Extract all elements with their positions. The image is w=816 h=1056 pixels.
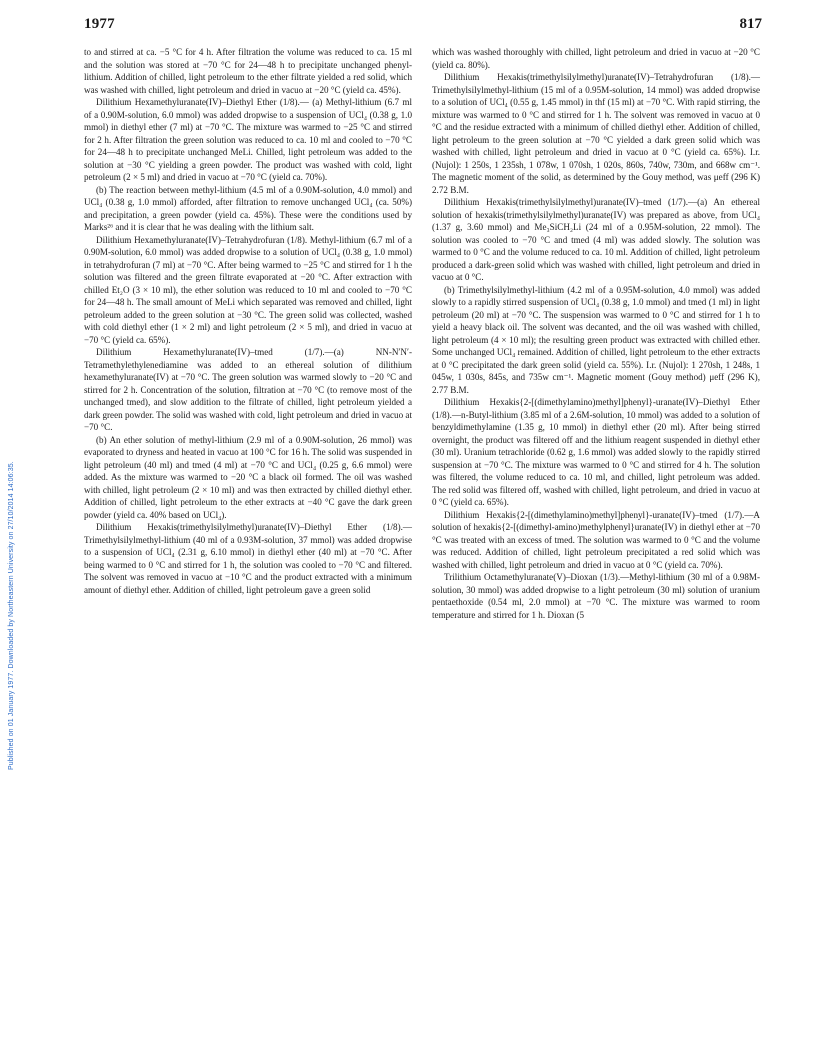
paragraph: Dilithium Hexakis(trimethylsilylmethyl)uranate(IV)–tmed (1/7).—(a) An ethereal solution of hexakis(trimethylsilylmethyl)uranate(IV) was prepared as above, from UCl₄ (1.37 g, 3.60 mmol) and Me₃SiCH₂Li (24 ml of a 0.95M-solution, 22 mmol). The solution was cooled to −70 °C and tmed (4 ml) was added slowly. The solution was warmed to 0 °C and the volume reduced to ca. 10 ml. Addition of chilled, light petroleum produced a dark-green solid which was washed with chilled, light petroleum and dried in vacuo at 0 °C. xyxy=(432,197,760,282)
page-header xyxy=(0,16,816,40)
paragraph: Dilithium Hexakis{2-[(dimethylamino)methyl]phenyl}-uranate(IV)–tmed (1/7).—A solution of hexakis{2-[(dimethyl-amino)methylphenyl}uranate(IV) in diethyl ether at −70 °C was treated with an excess of tmed. The solution was warmed to 0 °C and the volume was reduced. Addition of chilled, light petroleum precipitated a red solid which was washed with chilled, light petroleum and dried in vacuo at 0 °C (yield ca. 70%). xyxy=(432,509,760,570)
journal-year: 1977 xyxy=(84,16,115,32)
paragraph: (b) The reaction between methyl-lithium (4.5 ml of a 0.90M-solution, 4.0 mmol) and UCl₄ (0.38 g, 1.0 mmol) afforded, after filtration to remove unchanged UCl₄ (ca. 50%) and precipitation, a green powder (yield ca. 45%). These were the conditions used by Marks²⁶ and it is clear that he was dealing with the lithium salt. xyxy=(84,184,412,232)
paragraph: Dilithium Hexakis(trimethylsilylmethyl)uranate(IV)–Tetrahydrofuran (1/8).—Trimethylsilylmethyl-lithium (15 ml of a 0.95M-solution, 14 mmol) was added dropwise to a solution of UCl₄ (0.55 g, 1.45 mmol) in thf (15 ml) at −70 °C. With rapid stirring, the mixture was warmed to 0 °C and stirred for 1 h. The solvent was removed in vacuo at 0 °C and the residue extracted with a minimum of chilled diethyl ether. Addition of chilled, light petroleum to the green solution at −70 °C yielded a dark green solid which was washed with chilled, light petroleum and dried in vacuo at 0 °C (yield ca. 65%). I.r. (Nujol): 1 250s, 1 235sh, 1 078w, 1 070sh, 1 020s, 860s, 740w, 730m, and 668w cm⁻¹. The magnetic moment of the solid, as determined by the Gouy method, was μeff (296 K) 2.72 B.M. xyxy=(432,72,760,195)
download-watermark xyxy=(8,250,22,770)
paragraph: (b) Trimethylsilylmethyl-lithium (4.2 ml of a 0.95M-solution, 4.0 mmol) was added slowly to a rapidly stirred suspension of UCl₄ (0.38 g, 1.0 mmol) and tmed (1 ml) in light petroleum (20 ml) at −70 °C. The suspension was warmed to 0 °C and stirred for 1 h to yield a heavy black oil. The solvent was decanted, and the oil was washed with chilled, light petroleum (4 × 10 ml); the resulting green product was extracted with chilled ether. Some unchanged UCl₄ remained. Addition of chilled, light petroleum to the ether extracts at 0 °C precipitated the dark green solid (yield ca. 55%). I.r. (Nujol): 1 270sh, 1 248s, 1 045w, 1 030s, 845s, and 735w cm⁻¹. Magnetic moment (Gouy method) μeff (296 K), 2.77 B.M. xyxy=(432,284,760,395)
download-watermark-text: Published on 01 January 1977. Downloaded by Northeastern University on 27/10/2014 14:06:35. xyxy=(8,461,15,770)
paragraph: to and stirred at ca. −5 °C for 4 h. After filtration the volume was reduced to ca. 15 ml and the solution was stored at −70 °C for 24—48 h to precipitate unchanged phenyl-lithium. Addition of chilled, light petroleum to the ether filtrate yielded a red solid, which was washed with chilled, light petroleum and dried in vacuo at −20 °C (yield ca. 45%). xyxy=(84,47,412,95)
paragraph: Dilithium Hexakis{2-[(dimethylamino)methyl]phenyl}-uranate(IV)–Diethyl Ether (1/8).—n-Butyl-lithium (3.85 ml of a 2.6M-solution, 10 mmol) was added to a solution of benzyldimethylamine (1.35 g, 10 mmol) in diethyl ether (20 ml). After being stirred overnight, the product was filtered off and the lithium reagent suspended in diethyl ether (30 ml). Uranium tetrachloride (0.62 g, 1.6 mmol) was added slowly to the rapidly stirred suspension at −70 °C. The mixture was warmed to 0 °C and stirred for 4 h. The solution was filtered, the volume reduced to ca. 10 ml, and chilled, light petroleum was added. The red solid was filtered off, washed with chilled, light petroleum, and dried in vacuo at 0 °C (yield ca. 65%). xyxy=(432,397,760,507)
right-text-column xyxy=(432,46,760,621)
paragraph: Dilithium Hexamethyluranate(IV)–tmed (1/7).—(a) NN-N′N′-Tetramethylethylenediamine was added to an ethereal solution of dilithium hexamethyluranate(IV) at −70 °C. The green solution was warmed slowly to −20 °C and stirred for 2 h. Concentration of the solution, filtration at −70 °C (to remove most of the unchanged tmed), and slow addition to the filtrate of chilled, light petroleum yielded a dark green powder. The solid was washed with cold, light petroleum and dried in vacuo at −70 °C. xyxy=(84,347,412,432)
paragraph: Dilithium Hexakis(trimethylsilylmethyl)uranate(IV)–Diethyl Ether (1/8).—Trimethylsilylmethyl-lithium (40 ml of a 0.93M-solution, 37 mmol) was added dropwise to a suspension of UCl₄ (2.31 g, 6.10 mmol) in diethyl ether (40 ml) at −70 °C. After being warmed to 0 °C and stirred for 1 h, the solution was cooled to −70 °C and filtered. The solvent was removed in vacuo at −10 °C and the product extracted with a minimum amount of diethyl ether. Addition of chilled, light petroleum gave a green solid xyxy=(84,522,412,595)
paragraph: (b) An ether solution of methyl-lithium (2.9 ml of a 0.90M-solution, 26 mmol) was evaporated to dryness and heated in vacuo at 100 °C for 16 h. The solid was suspended in light petroleum (40 ml) and tmed (4 ml) at −70 °C and UCl₄ (0.25 g, 6.6 mmol) were added. As the mixture was warmed to −20 °C a black oil formed. The oil was washed with chilled, light petroleum (2 × 10 ml) and was then extracted by chilled diethyl ether. Addition of chilled, light petroleum to the ether extracts at −40 °C gave the dark green powder (yield ca. 40% based on UCl₄). xyxy=(84,434,412,520)
left-text-column xyxy=(84,46,412,596)
paragraph: Dilithium Hexamethyluranate(IV)–Tetrahydrofuran (1/8). Methyl-lithium (6.7 ml of a 0.90M-solution, 6.0 mmol) was added dropwise to a solution of UCl₄ (0.38 g, 1.0 mmol) in tetrahydrofuran (7 ml) at −70 °C. After being warmed to −25 °C and stirred for 1 h the solution was filtered and the green filtrate evaporated at −20 °C. After extraction with chilled Et₂O (3 × 10 ml), the ether solution was reduced to 10 ml and cooled to −70 °C for 24—48 h. The small amount of MeLi which separated was removed and chilled, light petroleum added to the green solution at −30 °C. The green solid was collected, washed with cold diethyl ether (1 × 2 ml) and light petroleum (2 × 5 ml), and dried in vacuo at −70 °C (yield ca. 65%). xyxy=(84,234,412,345)
paragraph: which was washed thoroughly with chilled, light petroleum and dried in vacuo at −20 °C (yield ca. 80%). xyxy=(432,47,760,70)
page-number: 817 xyxy=(739,16,762,32)
paragraph: Dilithium Hexamethyluranate(IV)–Diethyl Ether (1/8).— (a) Methyl-lithium (6.7 ml of a 0.90M-solution, 6.0 mmol) was added dropwise to a suspension of UCl₄ (0.38 g, 1.0 mmol) in diethyl ether (7 ml) at −70 °C. The mixture was warmed to −25 °C and stirred for 2 h. After filtration the green solution was reduced to ca. 10 ml and cooled to −70 °C for 24—48 h to precipitate unchanged MeLi. Chilled, light petroleum was added to the solution at −30 °C yielding a green powder. The product was washed with cold, light petroleum (2 × 5 ml) and dried in vacuo at −70 °C (yield ca. 70%). xyxy=(84,97,412,182)
paragraph: Trilithium Octamethyluranate(V)–Dioxan (1/3).—Methyl-lithium (30 ml of a 0.98M-solution, 30 mmol) was added dropwise to a light petroleum (30 ml) solution of uranium pentaethoxide (0.54 ml, 2.0 mmol) at −70 °C. The mixture was warmed to room temperature and stirred for 1 h. Dioxan (5 xyxy=(432,572,760,620)
